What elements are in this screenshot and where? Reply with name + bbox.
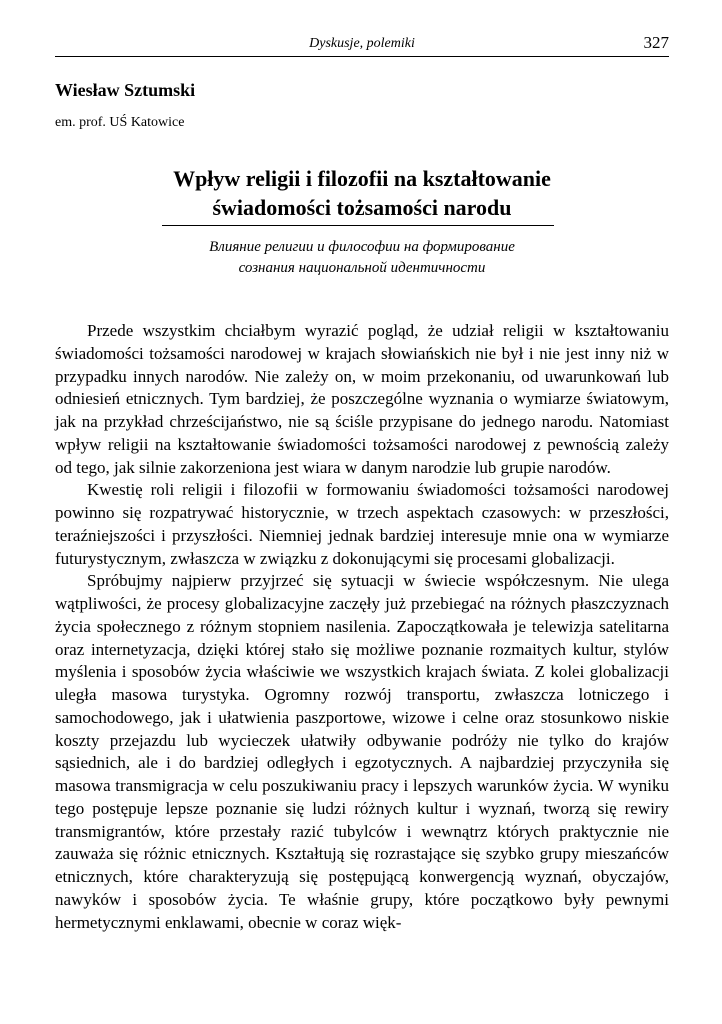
body-paragraph-3: Spróbujmy najpierw przyjrzeć się sytuacji w świecie współczesnym. Nie ulega wątpliwości, że procesy globalizacyjne zaczęły już przebiegać na różnych płaszczyznach życia społecznego z różnym stopniem nasilenia. Zapoczątkowała je telewizja satelitarna oraz internetyzacja, dzięki której stało się możliwe poznanie rozmaitych kultur, stylów myślenia i sposobów życia właściwie we wszystkich krajach świata. Z kolei globalizacji uległa masowa turystyka. Ogromny rozwój transportu, zwłaszcza lotniczego i samochodowego, jak i ułatwienia paszportowe, wizowe i celne oraz stosunkowo niskie koszty przejazdu lub wycieczek ułatwiły odbywanie podróży nie tylko do krajów sąsiednich, ale i do bardziej odległych i egzotycznych. A najbardziej przyczyniła się masowa transmigracja w celu poszukiwaniu pracy i lepszych warunków życia. W wyniku tego postępuje lepsze poznanie się ludzi różnych kultur i wyznań, tworzą się rewiry transmigrantów, które przestały razić tubylców i wewnątrz których praktycznie nie zauważa się różnic etnicznych. Kształtują się rozrastające się szybko grupy mieszańców etnicznych, które charakteryzują się postępującą konwergencją wyznań, obyczajów, nawyków i sposobów życia. Te właśnie grupy, które początkowo były pewnymi hermetycznymi enklawami, obecnie w coraz więk- — [55, 571, 669, 932]
author-affiliation: em. prof. UŚ Katowice — [55, 115, 185, 130]
page — [55, 0, 669, 1024]
article-title-line-2: świadomości tożsamości narodu — [212, 195, 512, 220]
article-title-line-1: Wpływ religii i filozofii na kształtowanie — [173, 166, 551, 191]
article-subtitle-line-2: сознания национальной идентичности — [238, 260, 486, 276]
author-name: Wiesław Sztumski — [55, 80, 196, 100]
article-subtitle-line-1: Влияние религии и философии на формирование — [209, 239, 515, 255]
article-subtitle-russian — [55, 237, 669, 279]
running-title: Dyskusje, polemiki — [309, 36, 415, 51]
page-number: 327 — [643, 33, 669, 52]
title-divider — [162, 225, 554, 226]
article-title — [55, 164, 669, 222]
body-paragraph-2: Kwestię roli religii i filozofii w formowaniu świadomości tożsamości narodowej powinno się rozpatrywać historycznie, w trzech aspektach czasowych: w przeszłości, teraźniejszości i przyszłości. Niemniej jednak bardziej interesuje mnie ona w wymiarze futurystycznym, zwłaszcza w związku z dokonującymi się procesami globalizacji. — [55, 480, 669, 568]
article-body — [55, 320, 669, 934]
body-paragraph-1: Przede wszystkim chciałbym wyrazić pogląd, że udział religii w kształtowaniu świadomości tożsamości narodowej w krajach słowiańskich nie był i nie jest inny niż w przypadku innych narodów. Nie zależy on, w moim przekonaniu, od uwarunkowań lub odniesień etnicznych. Tym bardziej, że poszczególne wyznania o wymiarze światowym, jak na przykład chrześcijaństwo, nie są ściśle przypisane do jednego narodu. Natomiast wpływ religii na kształtowanie świadomości tożsamości narodowej z pewnością zależy od tego, jak silnie zakorzeniona jest wiara w danym narodzie lub grupie narodów. — [55, 321, 669, 477]
running-header — [55, 30, 669, 57]
